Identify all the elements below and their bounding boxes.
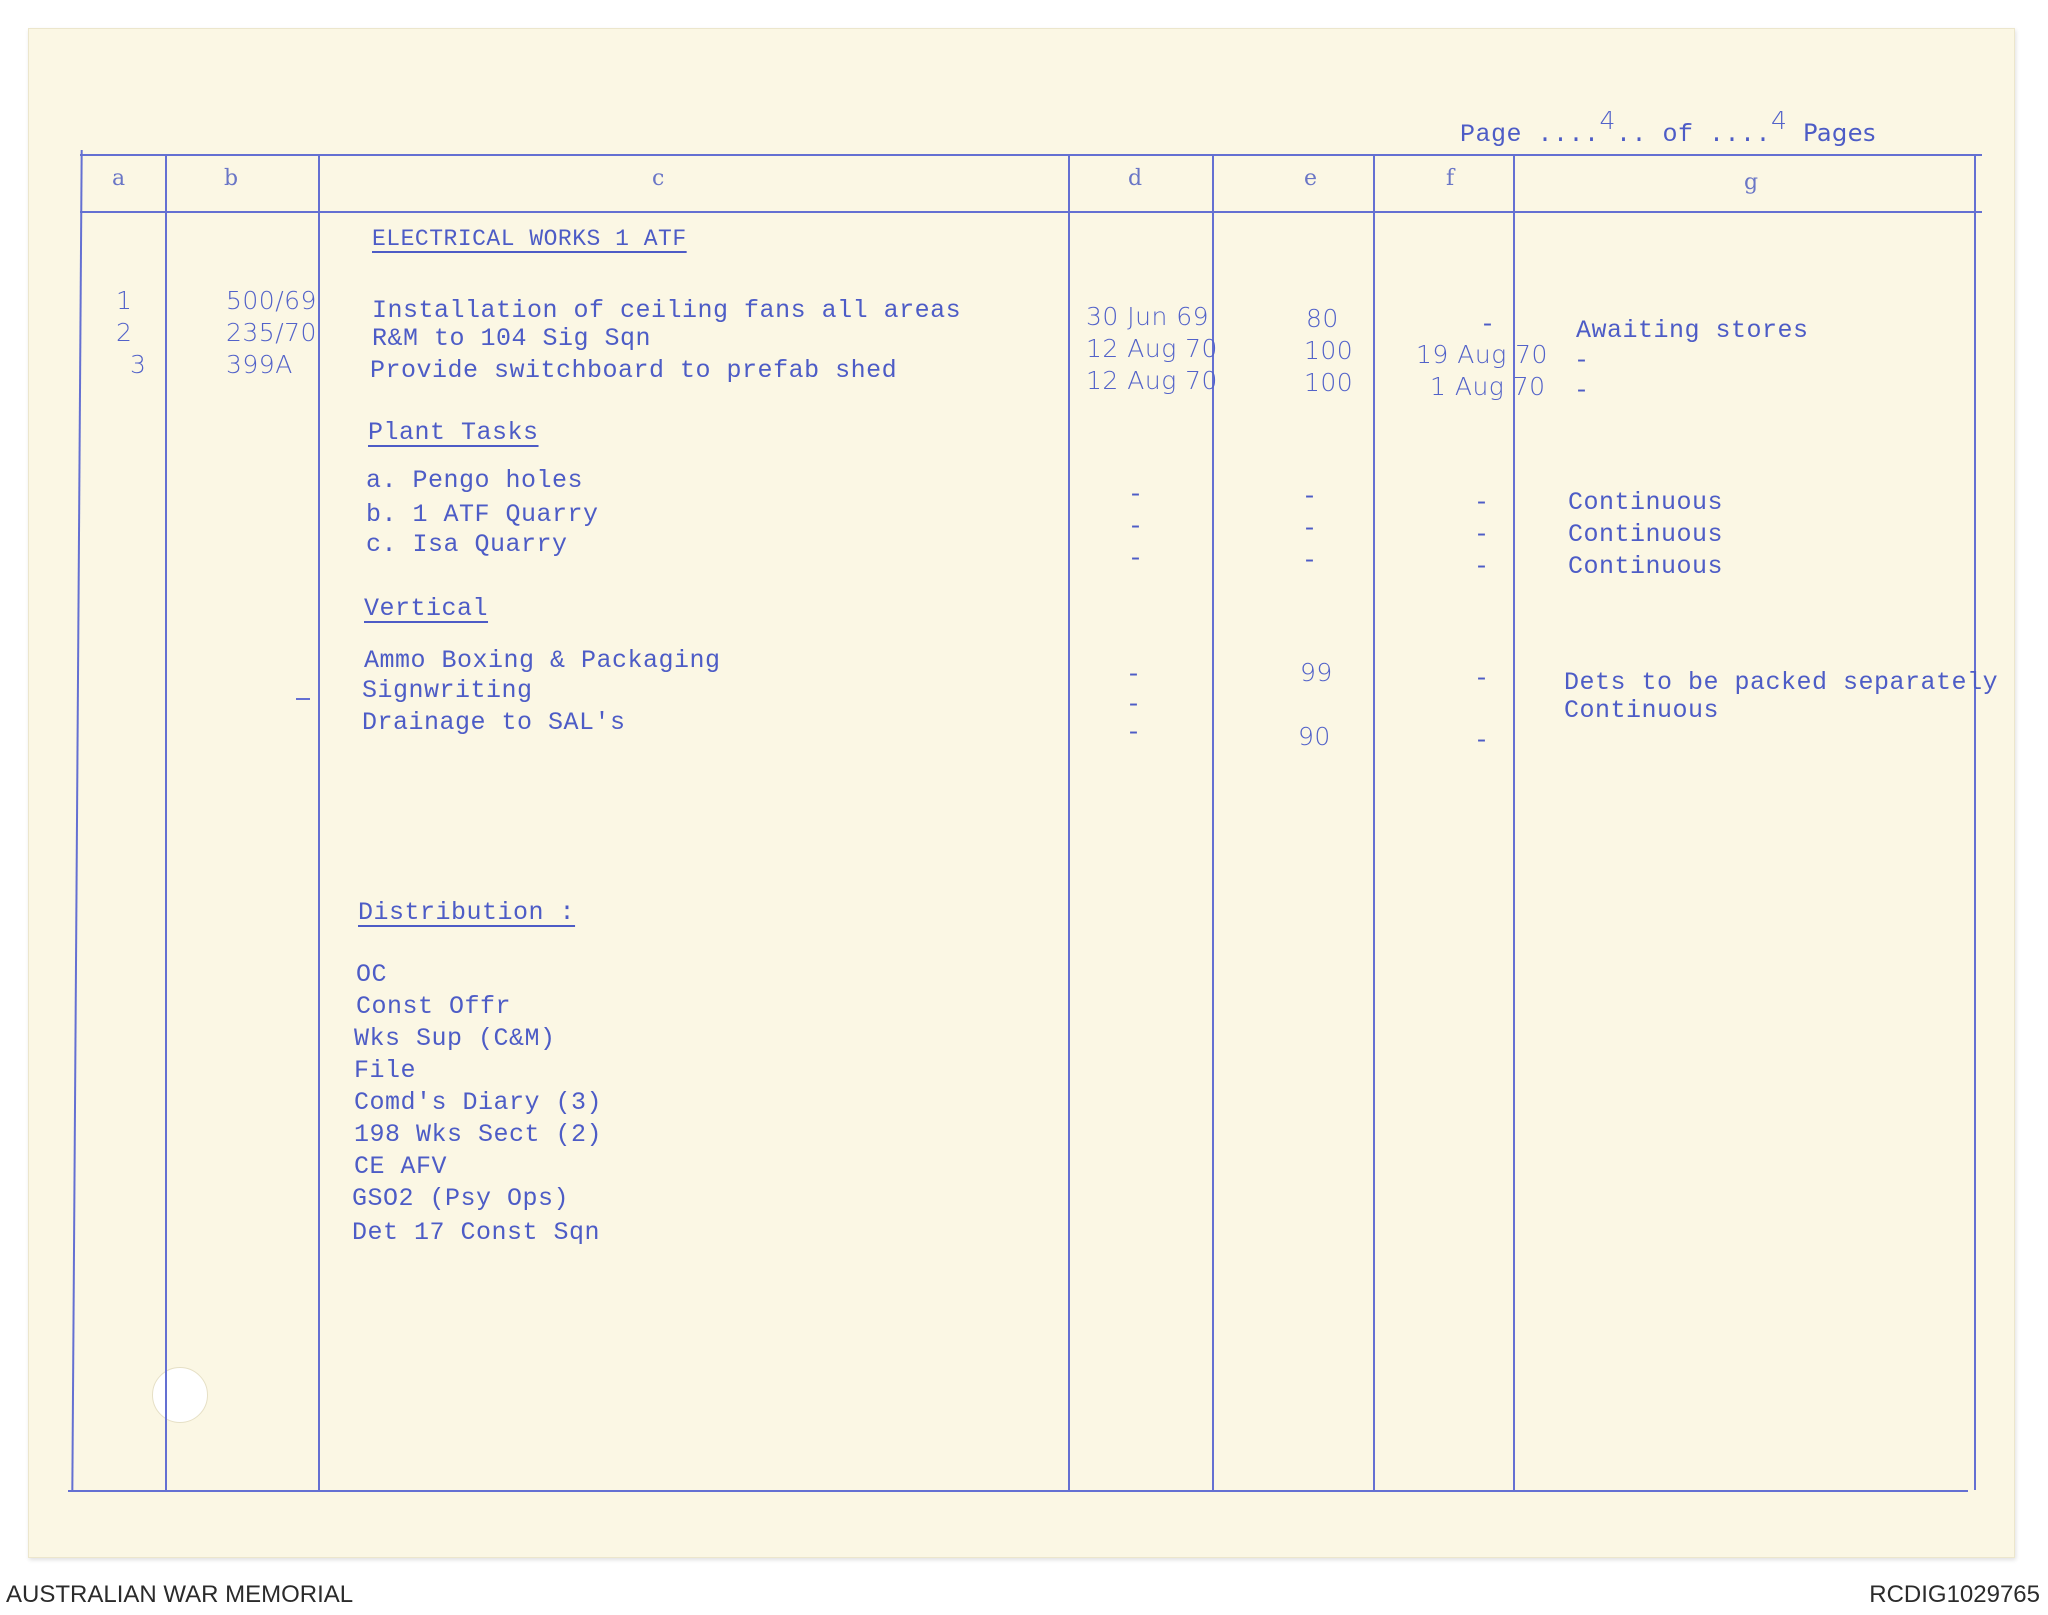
total-pages: 4 [1771,106,1788,135]
row-description: R&M to 104 Sig Sqn [372,324,652,353]
plant-task-label: c. Isa Quarry [366,530,568,559]
page-indicator: Page ....4.. of ....4 Pages [1460,106,1877,149]
plant-task-remarks: Continuous [1568,552,1724,581]
plant-task-f: - [1474,488,1490,517]
column-header-d: d [1128,166,1143,191]
row-reference: 235/70 [226,318,317,347]
page-of-label: of [1662,120,1694,149]
page-number: 4 [1599,106,1616,135]
vertical-value-e1: 99 [1300,658,1333,687]
vertical-task-label: Signwriting [362,676,533,705]
row-percent: 80 [1306,304,1339,333]
list-item: File [354,1056,417,1085]
row-number: 1 [116,286,133,315]
section-heading-vertical: Vertical [364,594,489,623]
column-header-b: b [224,166,239,191]
vertical-value-f1: - [1474,664,1490,693]
plant-task-d: - [1128,544,1144,573]
column-header-g: g [1744,170,1759,195]
document-sheet [28,28,2015,1558]
list-item: 198 Wks Sect (2) [354,1120,603,1149]
column-divider-bc [318,154,320,1490]
plant-task-e: - [1302,546,1318,575]
table-bottom-rule [68,1490,1968,1492]
row-date: 12 Aug 70 [1086,334,1218,363]
list-item: OC [356,960,388,989]
plant-task-remarks: Continuous [1568,488,1724,517]
vertical-value-e3: 90 [1298,722,1331,751]
row-description: Provide switchboard to prefab shed [370,356,898,385]
table-right-border [1974,154,1976,1490]
footer-institution: AUSTRALIAN WAR MEMORIAL [6,1581,354,1608]
plant-task-e: - [1302,482,1318,511]
footer-record-id: RCDIG1029765 [1869,1581,2040,1608]
table-header-rule [80,211,1982,213]
distribution-heading: Distribution : [358,898,576,927]
row-remarks: Awaiting stores [1576,316,1809,345]
row-reference: 500/69 [226,286,317,315]
column-divider-ef [1373,154,1375,1490]
list-item: Comd's Diary (3) [354,1088,603,1117]
row-remarks: - [1574,376,1590,405]
row-percent: 100 [1304,336,1354,365]
vertical-value-d2: - [1126,690,1142,719]
plant-task-f: - [1474,520,1490,549]
vertical-value-d3: - [1126,718,1142,747]
row-finish-date: - [1480,310,1496,339]
vertical-task-label: Ammo Boxing & Packaging [364,646,721,675]
list-item: Wks Sup (C&M) [354,1024,556,1053]
plant-task-e: - [1302,514,1318,543]
plant-task-label: b. 1 ATF Quarry [366,500,599,529]
pages-label: Pages [1802,119,1877,147]
row-finish-date: 19 Aug 70 [1416,340,1548,369]
vertical-task-label: Drainage to SAL's [362,708,626,737]
vertical-value-d1: - [1126,660,1142,689]
section-heading-electrical: ELECTRICAL WORKS 1 ATF [372,226,687,252]
column-header-e: e [1304,166,1318,191]
column-divider-ab [165,154,167,1490]
column-header-a: a [112,166,126,191]
vertical-value-f3: - [1474,726,1490,755]
vertical-value-g1: Dets to be packed separately [1564,668,1999,697]
plant-task-remarks: Continuous [1568,520,1724,549]
row-number: 3 [130,350,147,379]
row-remarks: - [1574,346,1590,375]
plant-task-f: - [1474,552,1490,581]
list-item: Const Offr [356,992,512,1021]
row-date: 30 Jun 69 [1086,302,1210,331]
page-label: Page [1460,120,1523,149]
row-percent: 100 [1304,368,1354,397]
list-item: GSO2 (Psy Ops) [352,1184,570,1213]
row-date: 12 Aug 70 [1086,366,1218,395]
column-header-c: c [652,166,665,191]
punch-hole [152,1367,208,1423]
row-reference: 399A [226,350,293,379]
plant-task-d: - [1128,512,1144,541]
plant-task-d: - [1128,480,1144,509]
list-item: Det 17 Const Sqn [352,1218,601,1247]
plant-task-label: a. Pengo holes [366,466,584,495]
row-description: Installation of ceiling fans all areas [372,296,962,325]
vertical-value-g2: Continuous [1564,696,1720,725]
list-item: CE AFV [354,1152,448,1181]
column-header-f: f [1446,166,1455,191]
margin-dash-mark [296,698,310,700]
table-top-rule [80,154,1982,156]
row-finish-date: 1 Aug 70 [1430,372,1546,401]
column-divider-cd [1068,154,1070,1490]
row-number: 2 [116,318,133,347]
section-heading-plant: Plant Tasks [368,418,539,447]
